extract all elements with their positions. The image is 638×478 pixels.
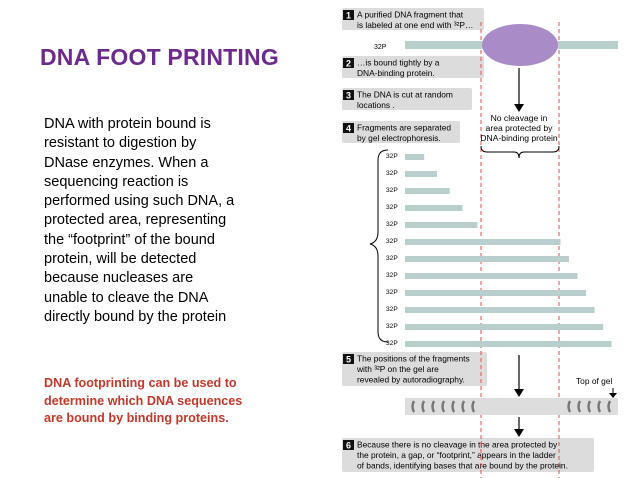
step-text: the protein, a gap, or “footprint,” appears in the ladder <box>357 450 556 460</box>
step-text: DNA-binding protein. <box>357 68 435 78</box>
gel-arrow-head <box>514 389 524 397</box>
step-text: Fragments are separated <box>357 122 452 133</box>
body-line: resistant to digestion by <box>44 135 197 152</box>
step-number: 5 <box>345 354 352 365</box>
dna-binding-protein <box>482 24 558 66</box>
fragment-label-32p: 32P <box>386 289 398 296</box>
body-line: DNA with protein bound is <box>44 116 211 132</box>
step-text: The positions of the fragments <box>357 353 470 364</box>
step-number: 6 <box>345 440 352 451</box>
arrow-head <box>514 104 524 112</box>
gel-top-arrow-head <box>609 393 617 398</box>
step-number: 2 <box>345 58 352 69</box>
step-callout-2 <box>342 56 484 78</box>
step-text: by gel electrophoresis. <box>357 133 441 143</box>
step-text: revealed by autoradiography. <box>357 374 465 385</box>
body-line: because nucleases are <box>44 270 194 287</box>
fragment-label-32p: 32P <box>386 153 398 160</box>
note-line: are bound by binding proteins. <box>44 411 229 425</box>
fragment-label-32p: 32P <box>386 323 398 330</box>
step-text: The DNA is cut at random <box>357 89 453 100</box>
dna-fragment <box>405 239 560 245</box>
label-32p: 32P <box>374 44 387 51</box>
body-line: protected area, representing <box>44 212 227 229</box>
step-callout-1 <box>342 8 484 30</box>
body-line: performed using such DNA, a <box>44 193 235 210</box>
slide-title: DNA FOOT PRINTING <box>40 44 279 70</box>
dna-fragment <box>405 290 586 296</box>
step-text: is labeled at one end with ³²P… <box>357 20 474 30</box>
step-callout-3 <box>342 88 472 110</box>
step-callout-4 <box>342 121 460 143</box>
footprint-arrow-head <box>514 429 524 437</box>
top-of-gel-label: Top of gel <box>576 376 613 386</box>
note-line: determine which DNA sequences <box>44 393 243 408</box>
dna-fragment <box>405 341 612 347</box>
no-cleavage-label: No cleavage in <box>490 113 548 123</box>
dna-fragment <box>405 171 437 177</box>
fragment-label-32p: 32P <box>386 255 398 262</box>
body-line: sequencing reaction is <box>44 173 189 190</box>
fragment-label-32p: 32P <box>386 340 398 347</box>
step-text: locations . <box>357 100 395 110</box>
note-line: DNA footprinting can be used to <box>44 376 237 390</box>
dna-fragment <box>405 273 578 279</box>
fragment-label-32p: 32P <box>386 306 398 313</box>
body-line: DNase enzymes. When a <box>44 154 209 171</box>
fragment-label-32p: 32P <box>386 187 398 194</box>
step-callout-6 <box>342 438 594 472</box>
step-text: …is bound tightly by a <box>357 57 440 68</box>
step-callout-5 <box>342 352 487 386</box>
step-text: of bands, identifying bases that are bound by the protein. <box>357 460 568 471</box>
no-cleavage-label: area protected by <box>485 123 553 133</box>
protected-region-brace <box>481 146 559 158</box>
body-line: protein, will be detected <box>44 251 197 268</box>
fragment-label-32p: 32P <box>386 170 398 177</box>
fragment-label-32p: 32P <box>386 272 398 279</box>
step-number: 1 <box>345 10 352 21</box>
dna-fragment <box>405 324 603 330</box>
body-line: the “footprint” of the bound <box>44 231 215 248</box>
fragment-label-32p: 32P <box>386 204 398 211</box>
step-text: Because there is no cleavage in the area protected by <box>357 439 558 450</box>
body-line: unable to cleave the DNA <box>44 289 209 306</box>
step-text: with ³²P on the gel are <box>357 364 439 374</box>
step-number: 3 <box>345 90 352 101</box>
gel-lane <box>405 398 618 415</box>
dna-fragment <box>405 256 569 262</box>
step-number: 4 <box>345 123 352 134</box>
fragment-label-32p: 32P <box>386 238 398 245</box>
dna-fragment <box>405 205 463 211</box>
dna-fragment <box>405 188 450 194</box>
dna-fragment <box>405 154 424 160</box>
step-text: A purified DNA fragment that <box>357 9 464 20</box>
body-line: directly bound by the protein <box>44 308 227 325</box>
fragment-label-32p: 32P <box>386 221 398 228</box>
dna-fragment <box>405 307 595 313</box>
no-cleavage-label: DNA-binding protein <box>480 133 558 143</box>
fragments-brace <box>370 150 388 342</box>
dna-fragment <box>405 222 477 228</box>
